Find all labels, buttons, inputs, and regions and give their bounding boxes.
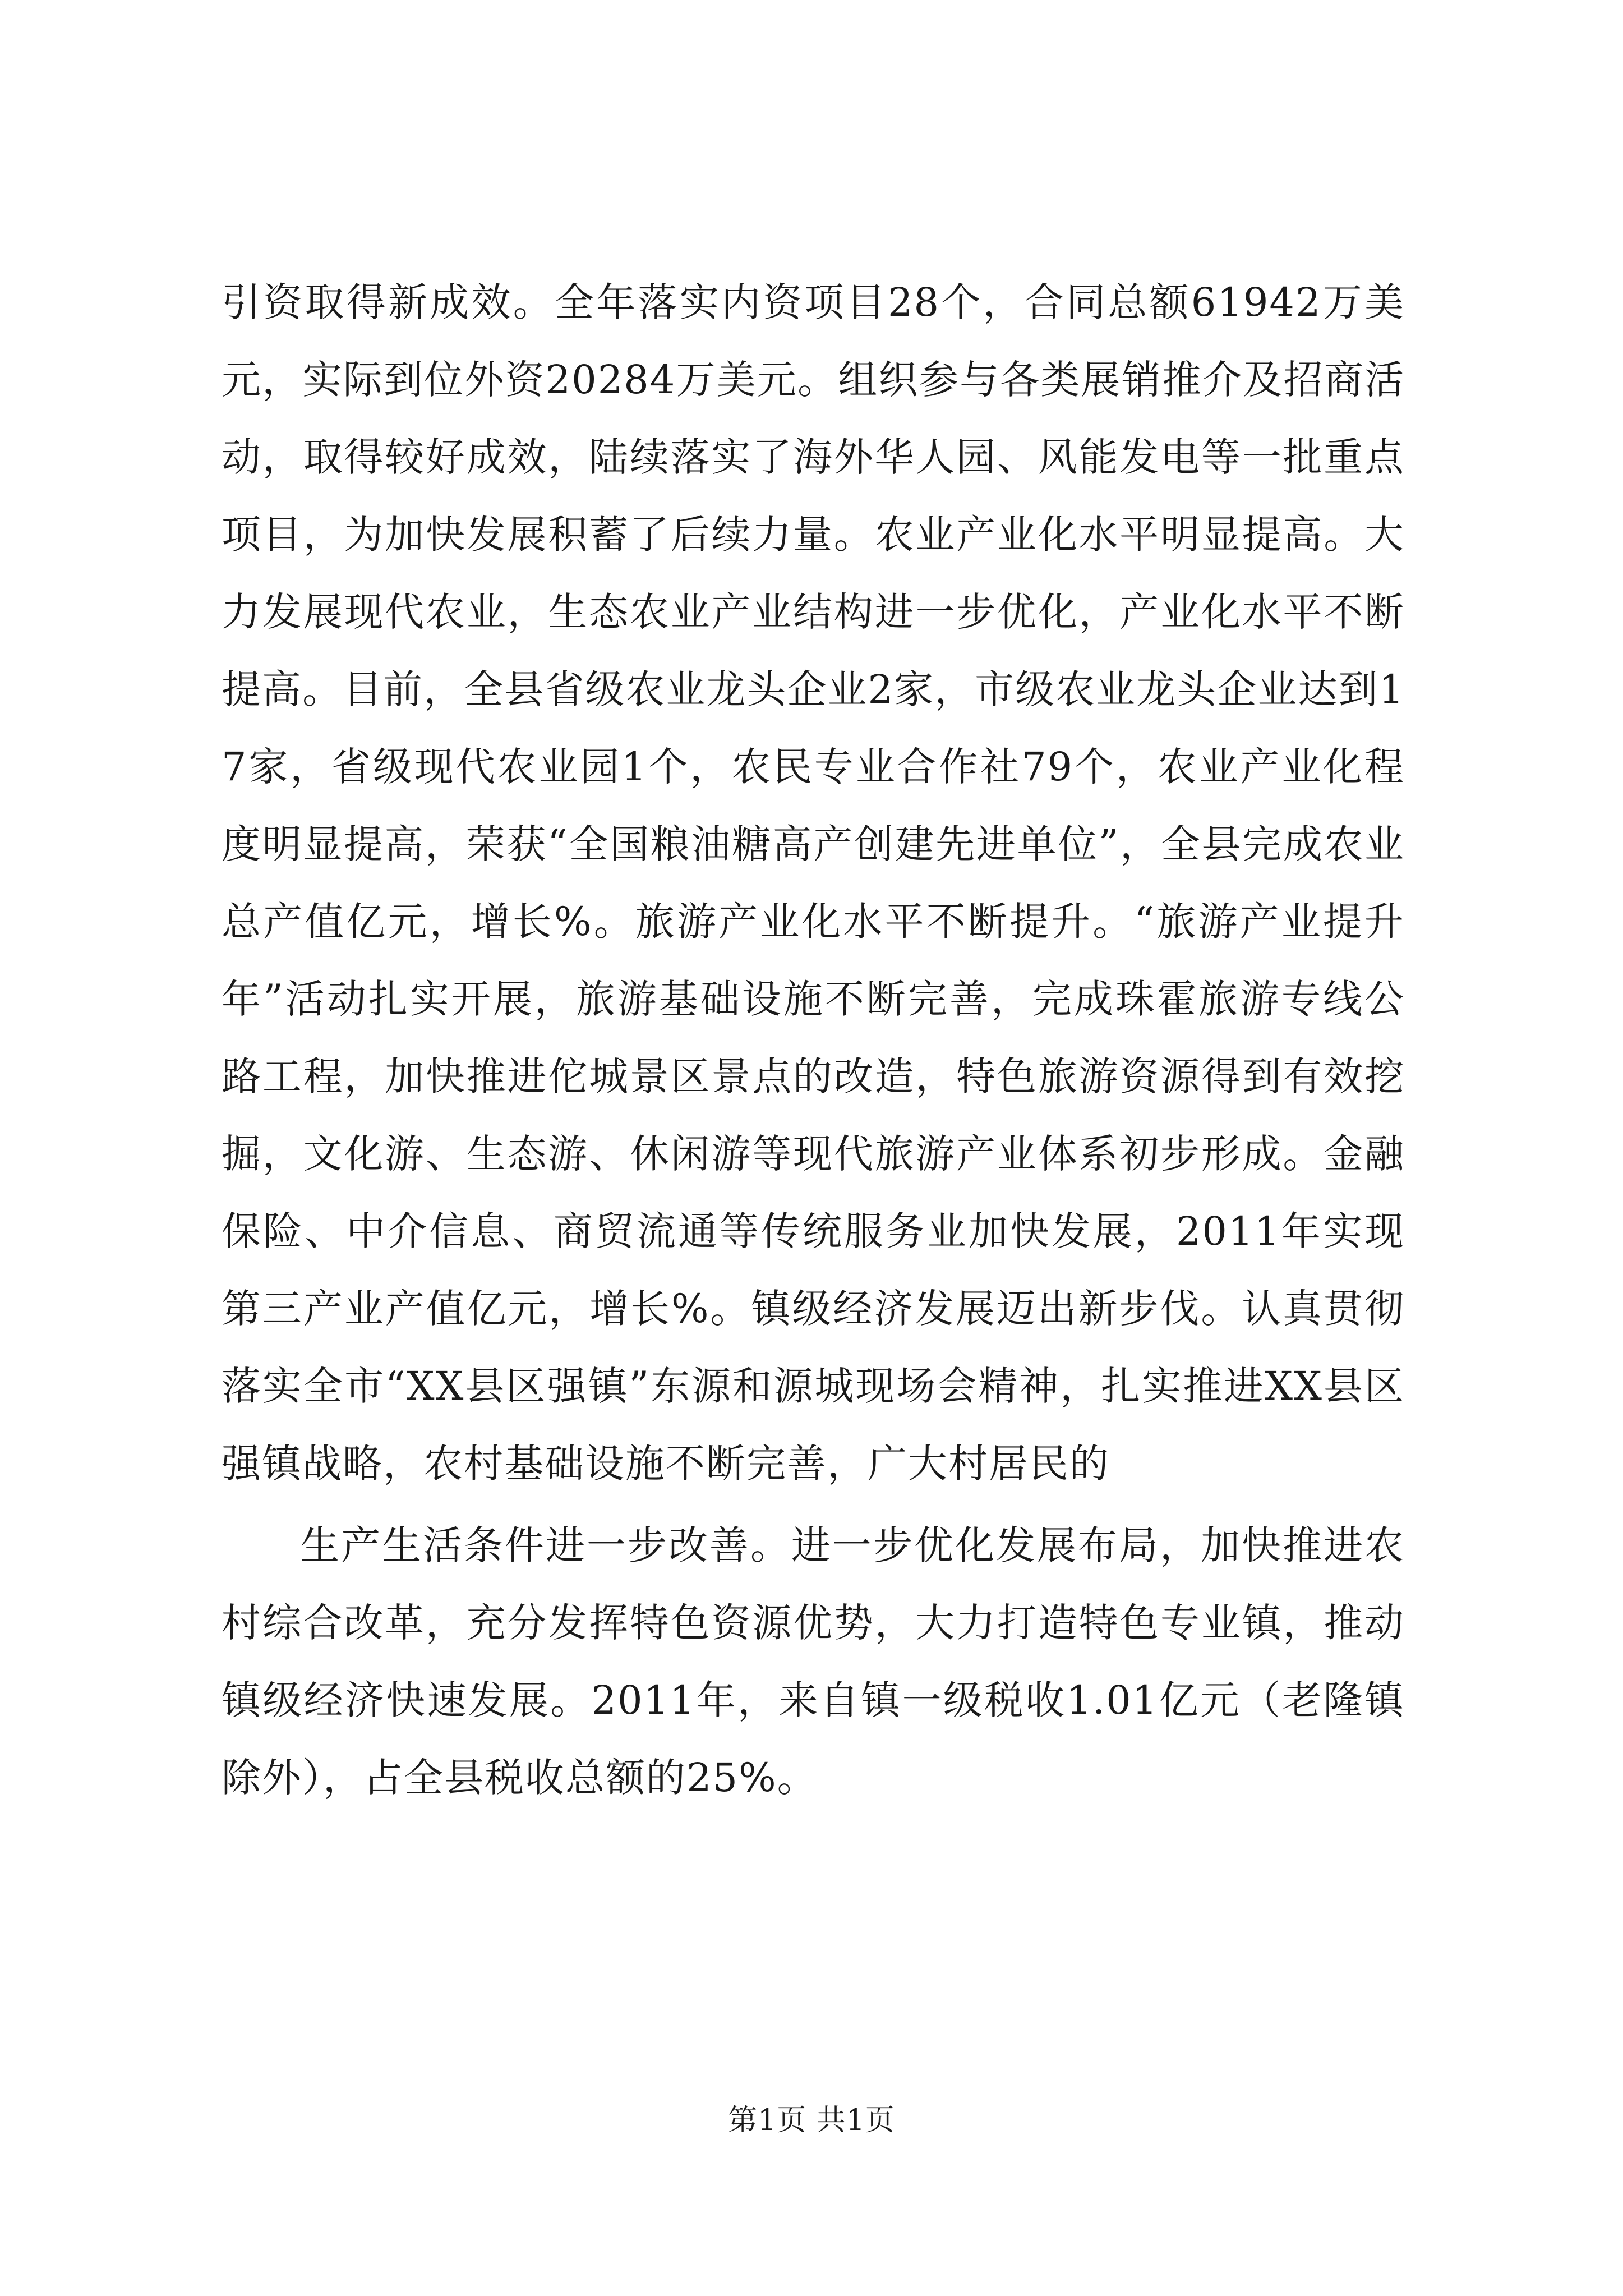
- paragraph-1: 引资取得新成效。全年落实内资项目28个，合同总额61942万美元，实际到位外资20284万美元。组织参与各类展销推介及招商活动，取得较好成效，陆续落实了海外华人园、风能发电等一批重点项目，为加快发展积蓄了后续力量。农业产业化水平明显提高。大力发展现代农业，生态农业产业结构进一步优化，产业化水平不断提高。目前，全县省级农业龙头企业2家，市级农业龙头企业达到17家，省级现代农业园1个，农民专业合作社79个，农业产业化程度明显提高，荣获“全国粮油糖高产创建先进单位”，全县完成农业总产值亿元，增长%。旅游产业化水平不断提升。“旅游产业提升年”活动扎实开展，旅游基础设施不断完善，完成珠霍旅游专线公路工程，加快推进佗城景区景点的改造，特色旅游资源得到有效挖掘，文化游、生态游、休闲游等现代旅游产业体系初步形成。金融保险、中介信息、商贸流通等传统服务业加快发展，2011年实现第三产业产值亿元，增长%。镇级经济发展迈出新步伐。认真贯彻落实全市“XX县区强镇”东源和源城现场会精神，扎实推进XX县区强镇战略，农村基础设施不断完善，广大村居民的: [222, 279, 1405, 1487]
- page-footer: 第1页 共1页: [728, 2104, 895, 2137]
- document-body: [222, 264, 1405, 1816]
- paragraph-2: 生产生活条件进一步改善。进一步优化发展布局，加快推进农村综合改革，充分发挥特色资源优势，大力打造特色专业镇，推动镇级经济快速发展。2011年，来自镇一级税收1.01亿元（老隆镇除外），占全县税收总额的25%。: [222, 1522, 1405, 1801]
